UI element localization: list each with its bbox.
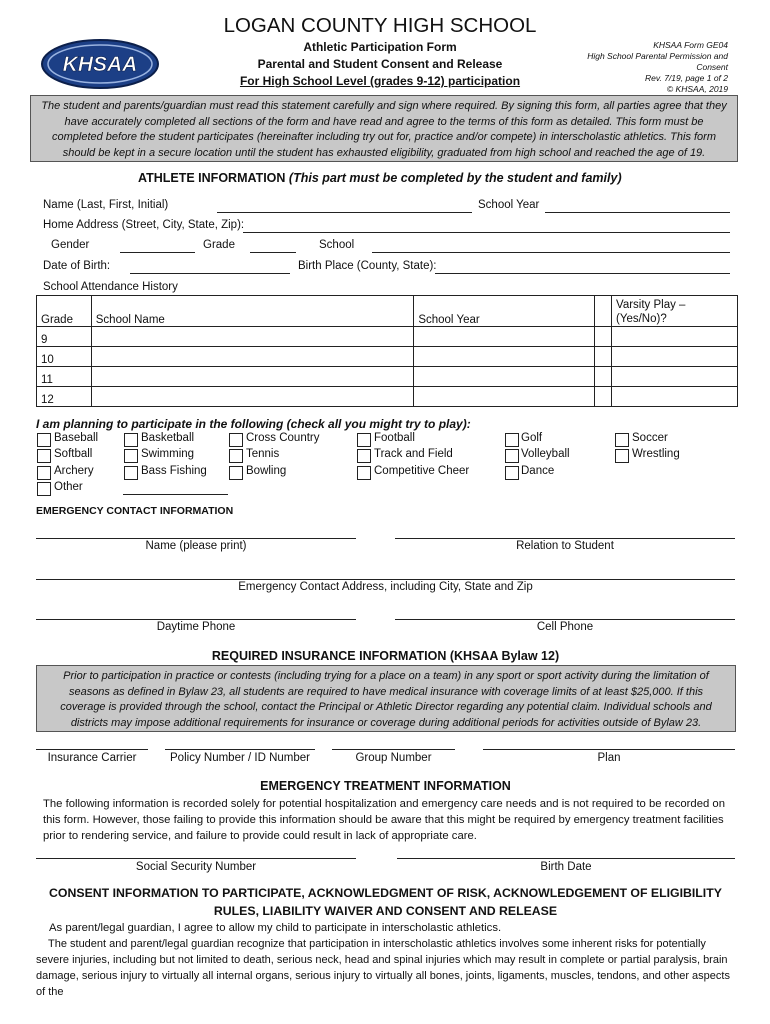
checkbox-swimming[interactable]	[124, 449, 138, 463]
group-field[interactable]	[332, 749, 455, 750]
birthplace-field[interactable]	[435, 273, 730, 274]
sport-label: Bass Fishing	[141, 465, 207, 477]
form-title: Athletic Participation Form	[303, 40, 457, 54]
checkbox-volleyball[interactable]	[505, 449, 519, 463]
address-label: Home Address (Street, City, State, Zip):	[43, 219, 245, 231]
gender-field[interactable]	[120, 252, 195, 253]
grade-field[interactable]	[250, 252, 296, 253]
sport-label: Soccer	[632, 432, 668, 444]
consent-paragraph: As parent/legal guardian, I agree to allow my child to participate in interscholastic athletics.	[49, 922, 502, 934]
checkbox-archery[interactable]	[37, 466, 51, 480]
school-label: School	[319, 239, 355, 251]
contact-address-field[interactable]	[36, 579, 735, 580]
form-meta: KHSAA Form GE04 High School Parental Permission and Consent Rev. 7/19, page 1 of 2 © KHSAA, 2019	[587, 40, 728, 94]
group-label: Group Number	[355, 752, 432, 764]
sport-label: Volleyball	[521, 448, 570, 460]
sport-label: Other	[54, 481, 83, 493]
sport-label: Baseball	[54, 432, 99, 444]
gender-label: Gender	[51, 239, 90, 251]
address-field[interactable]	[243, 232, 730, 233]
sport-label: Archery	[54, 465, 94, 477]
col-varsity: Varsity Play – (Yes/No)?	[612, 296, 738, 327]
sport-label: Competitive Cheer	[374, 465, 470, 477]
checkbox-bass-fishing[interactable]	[124, 466, 138, 480]
policy-label: Policy Number / ID Number	[170, 752, 310, 764]
dob-label: Date of Birth:	[43, 260, 111, 272]
checkbox-bowling[interactable]	[229, 466, 243, 480]
day-phone-field[interactable]	[36, 619, 356, 620]
sport-label: Softball	[54, 448, 93, 460]
col-school-name: School Name	[91, 296, 414, 327]
sport-label: Wrestling	[632, 448, 680, 460]
checkbox-softball[interactable]	[37, 449, 51, 463]
sport-label: Swimming	[141, 448, 195, 460]
checkbox-competitive-cheer[interactable]	[357, 466, 371, 480]
sport-label: Football	[374, 432, 415, 444]
contact-name-field[interactable]	[36, 538, 356, 539]
form-level: For High School Level (grades 9-12) participation	[239, 74, 521, 88]
treatment-text: The following information is recorded solely for potential hospitalization and emergency care needs and is not required to be recorded on this form. However, those failing to provide this information should be aware that this might be required by emergency treatment facilities prior to rendering service, and failure to provide could result in lack of appropriate care.	[43, 798, 725, 842]
birthplace-label: Birth Place (County, State):	[298, 260, 437, 272]
checkbox-tennis[interactable]	[229, 449, 243, 463]
athlete-heading: ATHLETE INFORMATION (This part must be completed by the student and family)	[138, 171, 622, 185]
relation-label: Relation to Student	[516, 540, 614, 552]
carrier-field[interactable]	[36, 749, 148, 750]
checkbox-other[interactable]	[37, 482, 51, 496]
ssn-label: Social Security Number	[135, 861, 257, 873]
sport-label: Basketball	[141, 432, 195, 444]
sport-label: Cross Country	[246, 432, 320, 444]
table-header-row	[37, 296, 738, 327]
checkbox-football[interactable]	[357, 433, 371, 447]
plan-label: Plan	[597, 752, 621, 764]
name-label: Name (Last, First, Initial)	[43, 199, 169, 211]
other-sport-field[interactable]	[123, 494, 228, 495]
checkbox-soccer[interactable]	[615, 433, 629, 447]
insurance-notice: Prior to participation in practice or contests (including trying for a place on a team) in any sport or sport activity during the limitation of seasons as defined in Bylaw 23, all students are required to have medical insurance with coverage limits of at least $25,000. If this coverage is provided through the school, contact the Principal or Athletic Director regarding any potential claim. Individual schools and districts may impose additional requirements for insurance or coverage during additional periods for activities outside of Bylaw 23.	[36, 665, 736, 732]
treatment-heading: EMERGENCY TREATMENT INFORMATION	[260, 779, 511, 793]
grade-label: Grade	[203, 239, 235, 251]
school-field[interactable]	[372, 252, 730, 253]
attendance-table	[36, 295, 738, 407]
table-row: 11	[37, 367, 738, 387]
consent-heading: CONSENT INFORMATION TO PARTICIPATE, ACKNOWLEDGMENT OF RISK, ACKNOWLEDGEMENT OF ELIGIBILITY	[49, 886, 722, 900]
birth-date-field[interactable]	[397, 858, 735, 859]
table-row: 9	[37, 327, 738, 347]
checkbox-golf[interactable]	[505, 433, 519, 447]
col-school-year: School Year	[414, 296, 595, 327]
sport-label: Dance	[521, 465, 555, 477]
svg-text:KHSAA: KHSAA	[62, 53, 138, 76]
consent-paragraph: The student and parent/legal guardian recognize that participation in interscholastic athletics involves some inherent risks for potentially severe injuries, including but not limited to death, serious neck, head and spinal injuries which may result in complete or partial paralysis, brain damage, serious injury to virtually all internal organs, serious injury to virtually all bones, joints, ligaments, muscles, tendons, and other aspects of the	[36, 938, 730, 998]
consent-heading-2: RULES, LIABILITY WAIVER AND CONSENT AND RELEASE	[213, 904, 558, 918]
plan-field[interactable]	[483, 749, 735, 750]
contact-address-label: Emergency Contact Address, including City, State and Zip	[238, 581, 533, 593]
ssn-field[interactable]	[36, 858, 356, 859]
insurance-heading: REQUIRED INSURANCE INFORMATION (KHSAA Bylaw 12)	[211, 649, 560, 663]
relation-field[interactable]	[395, 538, 735, 539]
sport-label: Bowling	[246, 465, 287, 477]
sport-label: Golf	[521, 432, 543, 444]
checkbox-cross-country[interactable]	[229, 433, 243, 447]
sports-heading: I am planning to participate in the following (check all you might try to play):	[36, 417, 471, 431]
history-label: School Attendance History	[43, 281, 178, 293]
checkbox-dance[interactable]	[505, 466, 519, 480]
dob-field[interactable]	[130, 273, 290, 274]
cell-phone-label: Cell Phone	[536, 621, 594, 633]
contact-name-label: Name (please print)	[145, 540, 247, 552]
birth-date-label: Birth Date	[540, 861, 592, 873]
sport-label: Tennis	[246, 448, 280, 460]
emergency-heading: EMERGENCY CONTACT INFORMATION	[36, 505, 234, 517]
cell-phone-field[interactable]	[395, 619, 735, 620]
sport-label: Track and Field	[374, 448, 453, 460]
checkbox-basketball[interactable]	[124, 433, 138, 447]
form-subtitle: Parental and Student Consent and Release	[257, 57, 503, 71]
checkbox-wrestling[interactable]	[615, 449, 629, 463]
name-field[interactable]	[217, 212, 472, 213]
school-title: LOGAN COUNTY HIGH SCHOOL	[223, 14, 537, 37]
table-row: 10	[37, 347, 738, 367]
table-row: 12	[37, 387, 738, 407]
col-grade: Grade	[37, 296, 92, 327]
checkbox-baseball[interactable]	[37, 433, 51, 447]
day-phone-label: Daytime Phone	[156, 621, 236, 633]
school-year-field[interactable]	[545, 212, 730, 213]
school-year-label: School Year	[478, 199, 540, 211]
khsaa-logo	[40, 38, 160, 90]
checkbox-track-and-field[interactable]	[357, 449, 371, 463]
carrier-label: Insurance Carrier	[47, 752, 137, 764]
notice-box: The student and parents/guardian must read this statement carefully and sign where required. By signing this form, all parties agree that they have accurately completed all sections of the form and have read and agree to the terms of this form as detailed. This form must be completed before the student participates (hereinafter including try out for, practice and/or compete) in interscholastic athletics. This form should be kept in a secure location until the student has exhausted eligibility, graduated from high school and reached the age of 19.	[30, 95, 738, 162]
policy-field[interactable]	[165, 749, 315, 750]
